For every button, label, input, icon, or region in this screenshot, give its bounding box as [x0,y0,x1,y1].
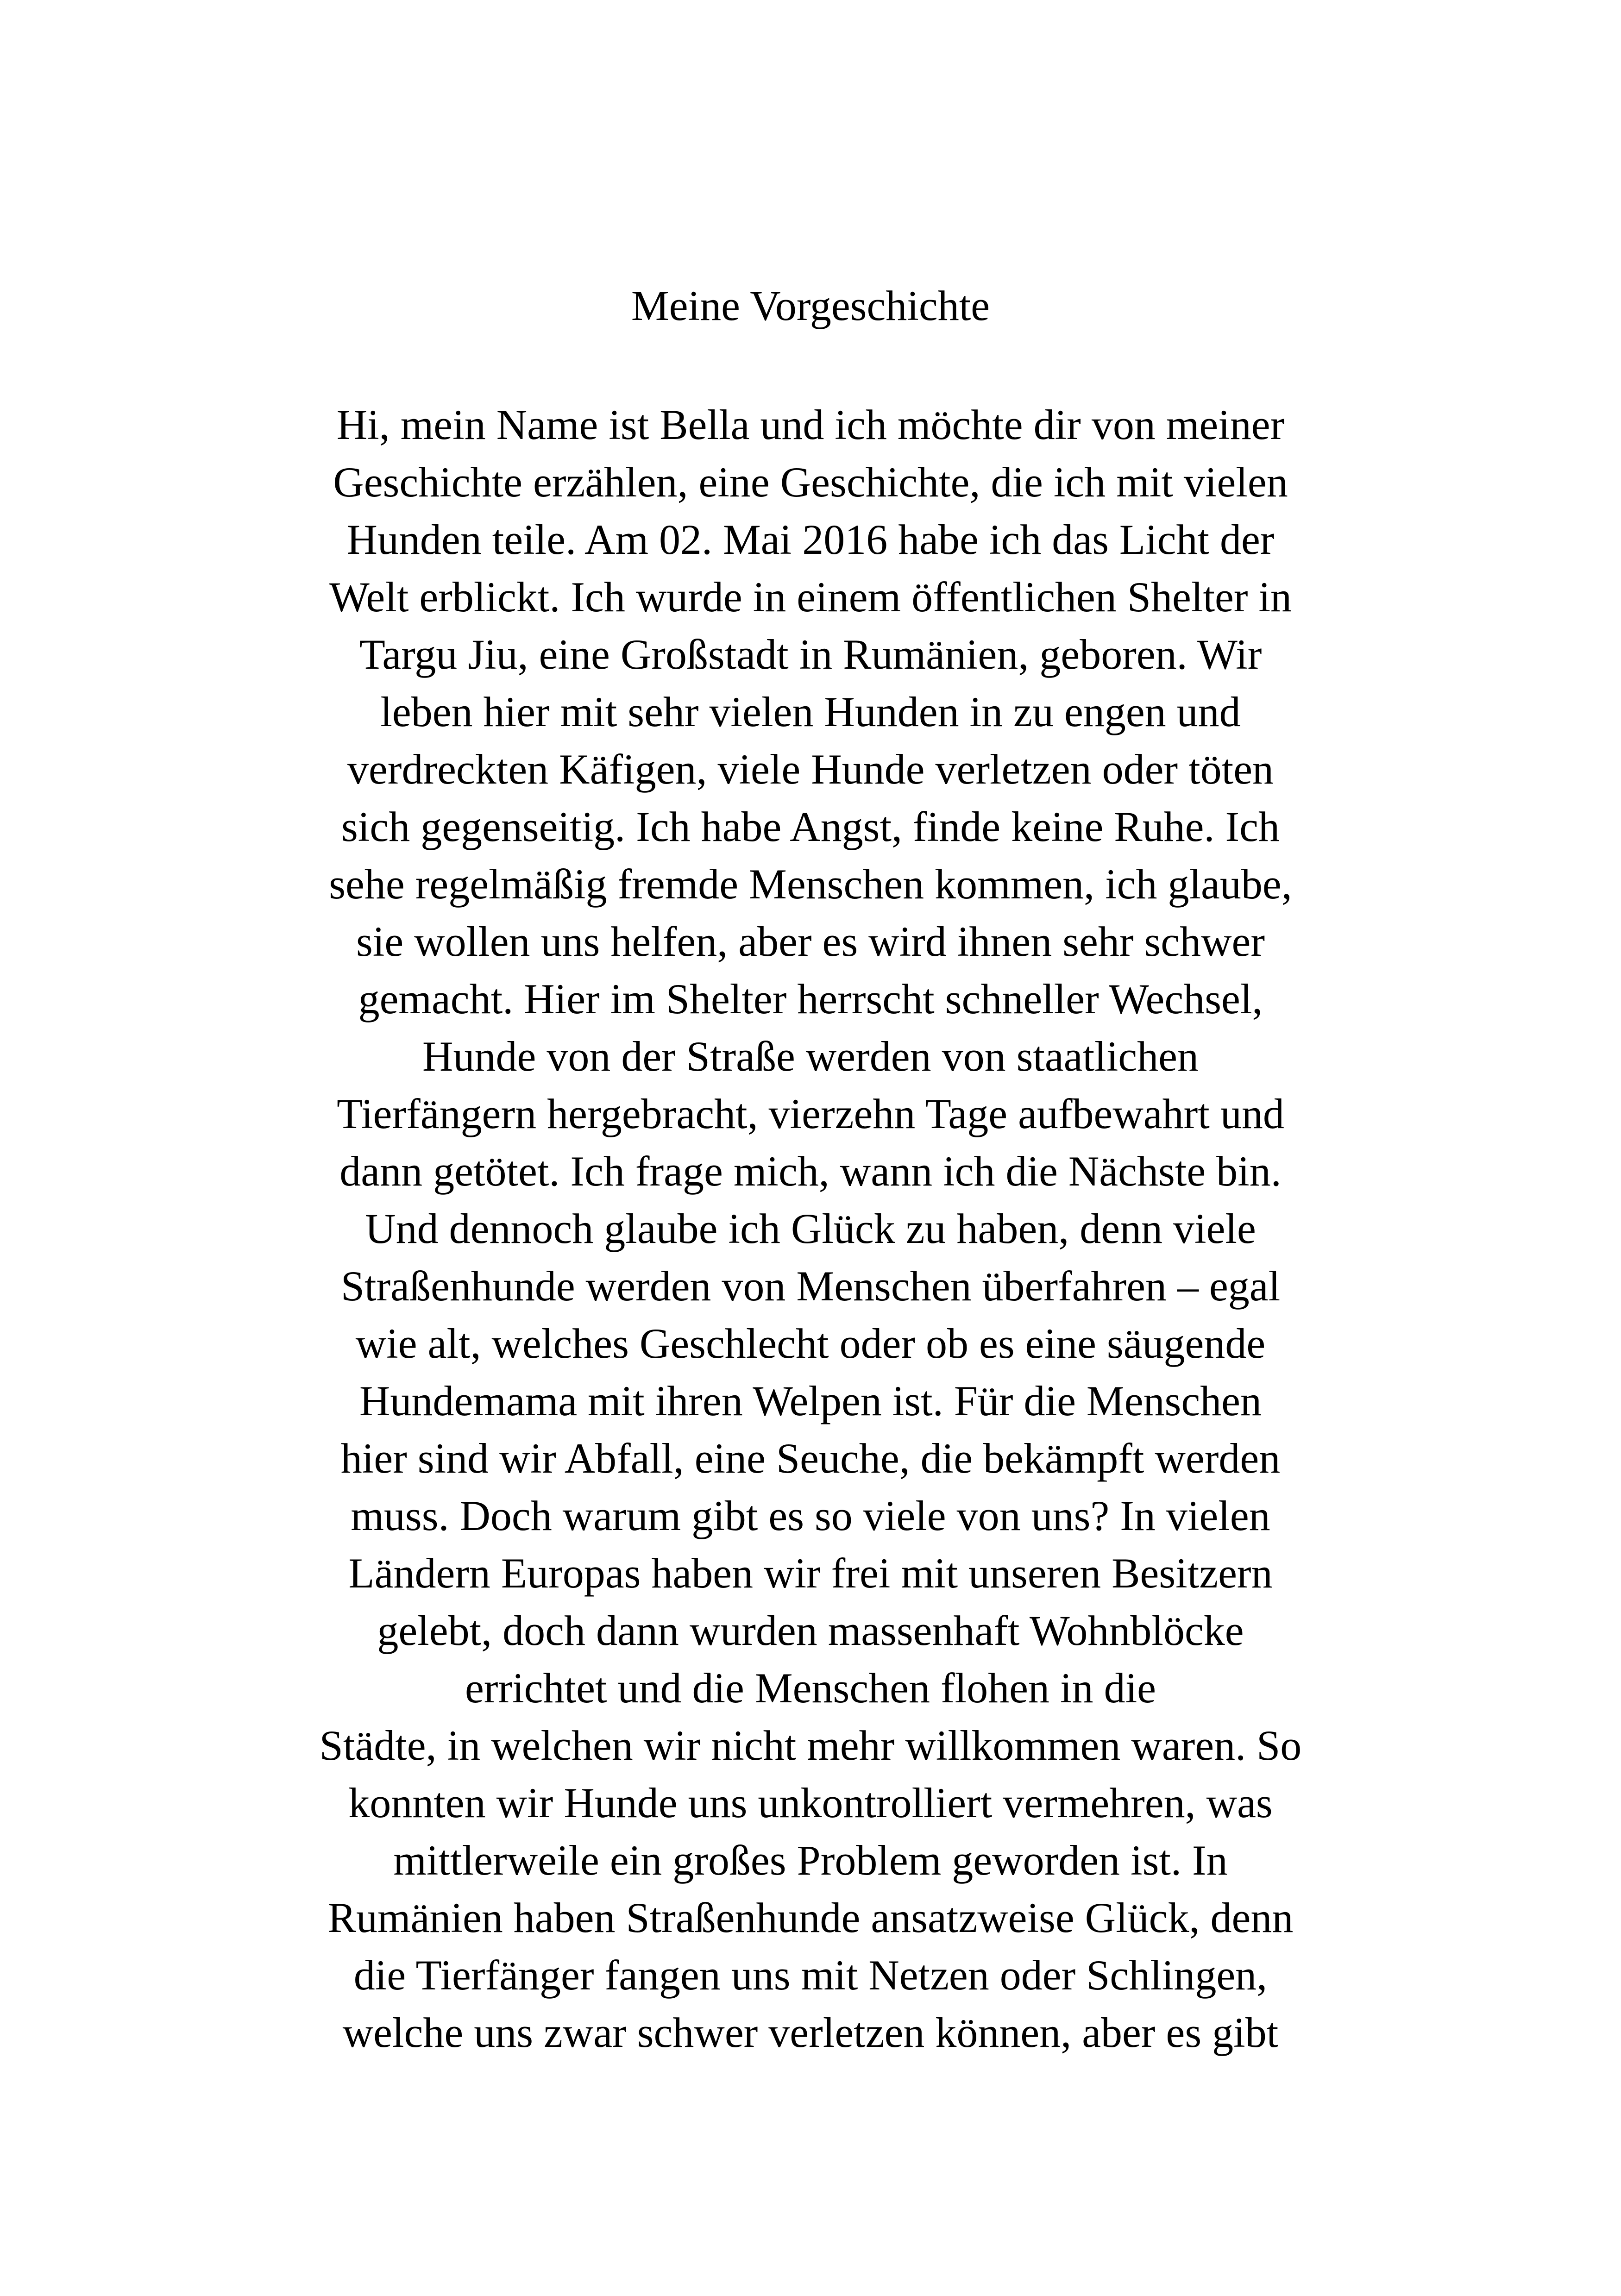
text-line: gemacht. Hier im Shelter herrscht schneller Wechsel, [358,975,1263,1023]
text-line: muss. Doch warum gibt es so viele von uns? In vielen [351,1492,1270,1539]
text-line: konnten wir Hunde uns unkontrolliert vermehren, was [348,1779,1273,1826]
text-line: Städte, in welchen wir nicht mehr willkommen waren. So [319,1722,1302,1769]
text-line: leben hier mit sehr vielen Hunden in zu engen und [380,688,1241,735]
text-line: Ländern Europas haben wir frei mit unseren Besitzern [348,1549,1273,1597]
text-line: Hundemama mit ihren Welpen ist. Für die Menschen [359,1377,1262,1424]
text-line: sich gegenseitig. Ich habe Angst, finde keine Ruhe. Ich [341,803,1280,850]
body-text [0,396,1621,2061]
text-line: hier sind wir Abfall, eine Seuche, die bekämpft werden [340,1435,1281,1482]
text-line: Welt erblickt. Ich wurde in einem öffentlichen Shelter in [329,573,1292,621]
text-line: gelebt, doch dann wurden massenhaft Wohnblöcke [377,1607,1244,1654]
text-line: Rumänien haben Straßenhunde ansatzweise Glück, denn [327,1894,1294,1941]
text-line: sie wollen uns helfen, aber es wird ihnen sehr schwer [356,918,1265,965]
text-line: Tierfängern hergebracht, vierzehn Tage aufbewahrt und [337,1090,1284,1137]
text-line: dann getötet. Ich frage mich, wann ich die Nächste bin. [339,1148,1282,1195]
text-line: errichtet und die Menschen flohen in die [465,1664,1156,1712]
text-line: Hunde von der Straße werden von staatlichen [422,1033,1199,1080]
text-line: Hunden teile. Am 02. Mai 2016 habe ich das Licht der [346,516,1275,563]
text-line: Hi, mein Name ist Bella und ich möchte dir von meiner [336,401,1285,448]
text-line: sehe regelmäßig fremde Menschen kommen, ich glaube, [329,860,1292,908]
text-line: welche uns zwar schwer verletzen können, aber es gibt [342,2009,1279,2056]
text-line: Geschichte erzählen, eine Geschichte, die ich mit vielen [333,458,1288,506]
text-line: Straßenhunde werden von Menschen überfahren – egal [340,1262,1281,1310]
text-line: wie alt, welches Geschlecht oder ob es eine säugende [355,1320,1266,1367]
text-line: Targu Jiu, eine Großstadt in Rumänien, geboren. Wir [359,631,1262,678]
page-title: Meine Vorgeschichte [631,282,990,329]
text-line: mittlerweile ein großes Problem geworden ist. In [393,1837,1228,1884]
text-line: verdreckten Käfigen, viele Hunde verletzen oder töten [347,746,1274,793]
text-line: die Tierfänger fangen uns mit Netzen oder Schlingen, [353,1951,1268,1999]
text-line: Und dennoch glaube ich Glück zu haben, denn viele [365,1205,1256,1252]
